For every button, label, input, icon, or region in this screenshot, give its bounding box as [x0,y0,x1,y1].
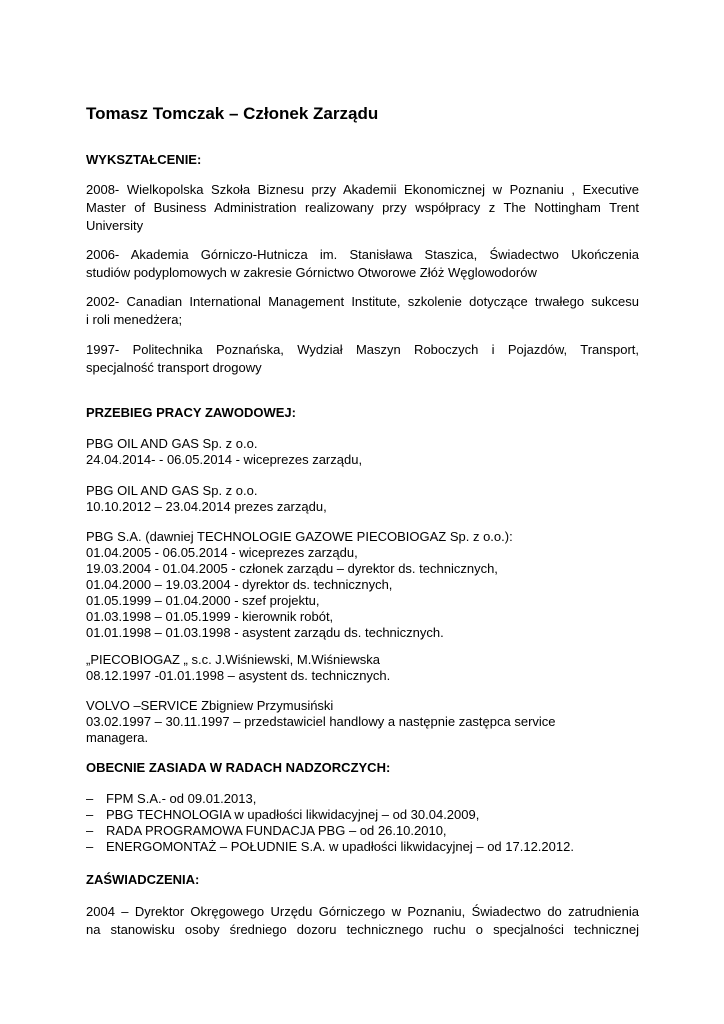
career-block: „PIECOBIOGAZ „ s.c. J.Wiśniewski, M.Wiśniewska 08.12.1997 -01.01.1998 – asystent ds. technicznych. [86,652,391,683]
dash-bullet: – [86,823,94,838]
certificates-heading: ZAŚWIADCZENIA: [86,872,200,887]
career-block: VOLVO –SERVICE Zbigniew Przymusiński 03.02.1997 – 30.11.1997 – przedstawiciel handlowy a następnie zastępca service managera. [86,698,556,745]
dash-bullet: – [86,807,94,822]
career-block: PBG OIL AND GAS Sp. z o.o. 24.04.2014- - 06.05.2014 - wiceprezes zarządu, [86,436,363,467]
dash-bullet: – [86,791,94,806]
education-entry: 2006- Akademia Górniczo-Hutnicza im. Stanisława Staszica, Świadectwo Ukończenia studiów podyplomowych w zakresie Górnictwo Otworowe Złóż Węglowodorów [86,247,639,280]
career-heading: PRZEBIEG PRACY ZAWODOWEJ: [86,405,296,420]
education-heading: WYKSZTAŁCENIE: [86,152,202,167]
career-block: PBG S.A. (dawniej TECHNOLOGIE GAZOWE PIECOBIOGAZ Sp. z o.o.): 01.04.2005 - 06.05.2014 - wiceprezes zarządu, 19.03.2004 - 01.04.2005 - członek zarządu – dyrektor ds. technicznych, 01.04.2000 – 19.03.2004 - dyrektor ds. technicznych, 01.05.1999 – 01.04.2000 - szef projektu, 01.03.1998 – 01.05.1999 - kierownik robót, 01.01.1998 – 01.03.1998 - asystent zarządu ds. technicznych. [86,529,513,640]
career-block: PBG OIL AND GAS Sp. z o.o. 10.10.2012 – 23.04.2014 prezes zarządu, [86,483,327,514]
page-title: Tomasz Tomczak – Członek Zarządu [86,104,379,123]
education-entry: 2002- Canadian International Management Institute, szkolenie dotyczące trwałego sukcesu i roli menedżera; [86,294,639,327]
certificates-text: 2004 – Dyrektor Okręgowego Urzędu Górniczego w Poznaniu, Świadectwo do zatrudnienia na stanowisku osoby średniego dozoru technicznego ruchu o specjalności technicznej [86,904,639,937]
education-entry: 2008- Wielkopolska Szkoła Biznesu przy Akademii Ekonomicznej w Poznaniu , Executive Master of Business Administration realizowany przy współpracy z The Nottingham Trent University [86,182,639,233]
boards-heading: OBECNIE ZASIADA W RADACH NADZORCZYCH: [86,760,391,775]
dash-bullet: – [86,839,94,854]
education-entry: 1997- Politechnika Poznańska, Wydział Maszyn Roboczych i Pojazdów, Transport, specjalność transport drogowy [86,342,639,375]
